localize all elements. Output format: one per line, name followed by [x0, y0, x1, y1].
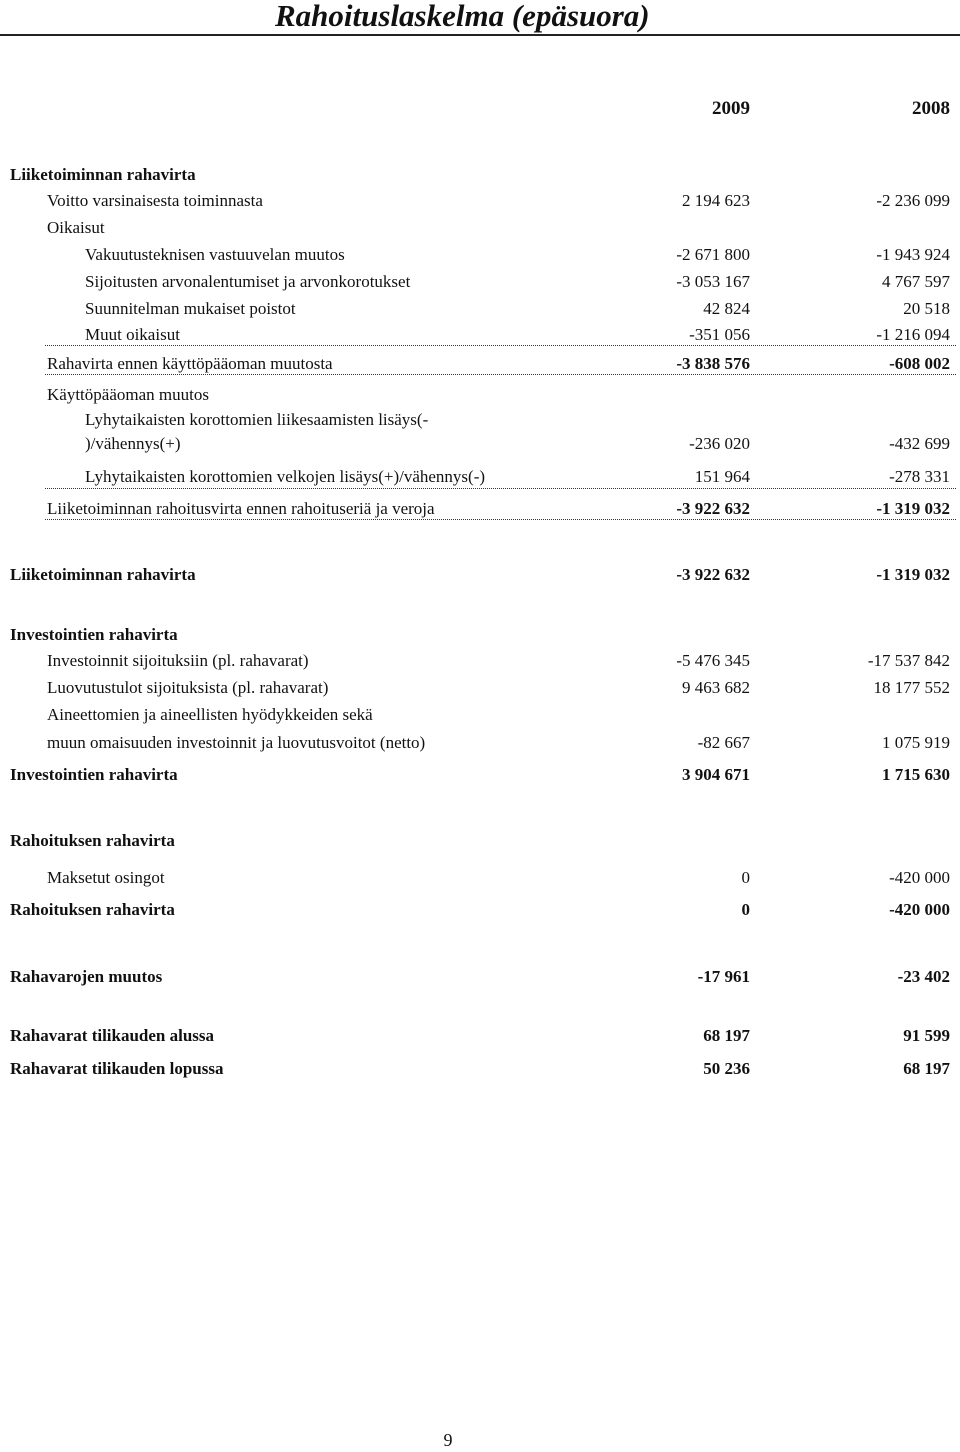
value-2008: -278 331	[889, 467, 950, 486]
row-label: Käyttöpääoman muutos	[47, 385, 209, 404]
row-label: Voitto varsinaisesta toiminnasta	[47, 191, 263, 210]
table-row-receivables-line1	[0, 408, 960, 432]
section-heading-label: Investointien rahavirta	[10, 625, 178, 644]
section-heading-operating	[0, 163, 960, 187]
value-2009: -17 961	[697, 967, 750, 986]
row-label: Investointien rahavirta	[10, 765, 178, 784]
row-label: Maksetut osingot	[47, 868, 165, 887]
value-2008: -1 319 032	[876, 565, 950, 584]
value-2009: 151 964	[694, 467, 750, 486]
table-row-cash-change	[0, 965, 960, 989]
value-2008: -420 000	[889, 900, 950, 919]
value-2009: 9 463 682	[682, 678, 750, 697]
value-2008: 91 599	[903, 1026, 950, 1045]
value-2009: -5 476 345	[676, 651, 750, 670]
year-header-row	[0, 97, 960, 121]
row-label: Rahavarat tilikauden alussa	[10, 1026, 215, 1045]
value-2009: 0	[741, 868, 750, 887]
row-label: Lyhytaikaisten korottomien liikesaamisten lisäys(-	[85, 410, 429, 429]
table-row-inv-purchases	[0, 649, 960, 673]
value-2008: 18 177 552	[873, 678, 950, 697]
row-label: Rahavirta ennen käyttöpääoman muutosta	[47, 354, 333, 373]
row-label: Liiketoiminnan rahavirta	[10, 565, 196, 584]
table-row-adjustments-heading	[0, 216, 960, 240]
page-title: Rahoituslaskelma (epäsuora)	[275, 0, 650, 33]
row-label: Rahoituksen rahavirta	[10, 900, 175, 919]
value-2008: 1 715 630	[882, 765, 950, 784]
value-2008: -1 319 032	[876, 499, 950, 518]
table-row-inv-proceeds	[0, 676, 960, 700]
value-2009: -3 053 167	[676, 272, 750, 291]
value-2008: -432 699	[889, 434, 950, 453]
value-2009: 68 197	[703, 1026, 750, 1045]
title-underline	[0, 34, 960, 36]
table-row-intangibles-line1	[0, 703, 960, 727]
table-row-other-adjustments	[0, 323, 960, 347]
row-label: Muut oikaisut	[85, 325, 180, 344]
value-2008: -608 002	[889, 354, 950, 373]
dotted-rule	[45, 374, 956, 375]
year-2008-header: 2008	[912, 98, 950, 119]
row-label: Liiketoiminnan rahoitusvirta ennen rahoituseriä ja veroja	[47, 499, 435, 518]
value-2009: 0	[741, 900, 750, 919]
table-row-fin-total	[0, 898, 960, 922]
row-label: Rahavarat tilikauden lopussa	[10, 1059, 224, 1078]
value-2009: 42 824	[703, 299, 750, 318]
row-label: Lyhytaikaisten korottomien velkojen lisäys(+)/vähennys(-)	[85, 467, 486, 486]
row-label: Luovutustulot sijoituksista (pl. rahavarat)	[47, 678, 329, 697]
value-2009: -236 020	[689, 434, 750, 453]
table-row-intangibles	[0, 731, 960, 755]
value-2008: -17 537 842	[867, 651, 950, 670]
value-2009: 3 904 671	[682, 765, 750, 784]
table-row-receivables	[0, 432, 960, 456]
dotted-rule	[45, 519, 956, 520]
value-2008: -420 000	[889, 868, 950, 887]
table-row-liabilities	[0, 465, 960, 489]
row-label: Vakuutusteknisen vastuuvelan muutos	[85, 245, 345, 264]
table-row-depreciation	[0, 297, 960, 321]
value-2008: -1 943 924	[876, 245, 950, 264]
section-heading-financing	[0, 829, 960, 853]
table-row-op-total	[0, 563, 960, 587]
table-row-cash-begin	[0, 1024, 960, 1048]
row-label: Investoinnit sijoituksiin (pl. rahavarat)	[47, 651, 309, 670]
table-row-tech-provisions	[0, 243, 960, 267]
value-2009: -3 922 632	[676, 565, 750, 584]
value-2008: 68 197	[903, 1059, 950, 1078]
value-2009: -82 667	[697, 733, 750, 752]
table-row-wc-heading	[0, 383, 960, 407]
value-2008: -1 216 094	[876, 325, 950, 344]
dotted-rule	[45, 488, 956, 489]
table-row-cf-before-wc	[0, 352, 960, 376]
row-label: Oikaisut	[47, 218, 105, 237]
value-2009: -351 056	[689, 325, 750, 344]
value-2008: 20 518	[903, 299, 950, 318]
table-row-cash-end	[0, 1057, 960, 1081]
value-2008: 4 767 597	[882, 272, 950, 291]
row-label: Suunnitelman mukaiset poistot	[85, 299, 296, 318]
section-heading-investing	[0, 623, 960, 647]
table-row-op-cf-before-fin	[0, 497, 960, 521]
value-2009: 50 236	[703, 1059, 750, 1078]
row-label: Sijoitusten arvonalentumiset ja arvonkorotukset	[85, 272, 411, 291]
value-2008: 1 075 919	[882, 733, 950, 752]
table-row-dividends	[0, 866, 960, 890]
row-label: Rahavarojen muutos	[10, 967, 163, 986]
year-2009-header: 2009	[712, 98, 750, 119]
value-2008: -2 236 099	[876, 191, 950, 210]
value-2009: 2 194 623	[682, 191, 750, 210]
value-2008: -23 402	[897, 967, 950, 986]
table-row-profit	[0, 189, 960, 213]
table-row-investment-value	[0, 270, 960, 294]
row-label: Aineettomien ja aineellisten hyödykkeiden sekä	[47, 705, 373, 724]
row-label: )/vähennys(+)	[85, 434, 181, 453]
section-heading-label: Rahoituksen rahavirta	[10, 831, 175, 850]
page-number: 9	[443, 1430, 453, 1450]
section-heading-label: Liiketoiminnan rahavirta	[10, 165, 196, 184]
row-label: muun omaisuuden investoinnit ja luovutusvoitot (netto)	[47, 733, 426, 752]
value-2009: -3 838 576	[676, 354, 750, 373]
dotted-rule	[45, 345, 956, 346]
table-row-inv-total	[0, 763, 960, 787]
value-2009: -2 671 800	[676, 245, 750, 264]
value-2009: -3 922 632	[676, 499, 750, 518]
